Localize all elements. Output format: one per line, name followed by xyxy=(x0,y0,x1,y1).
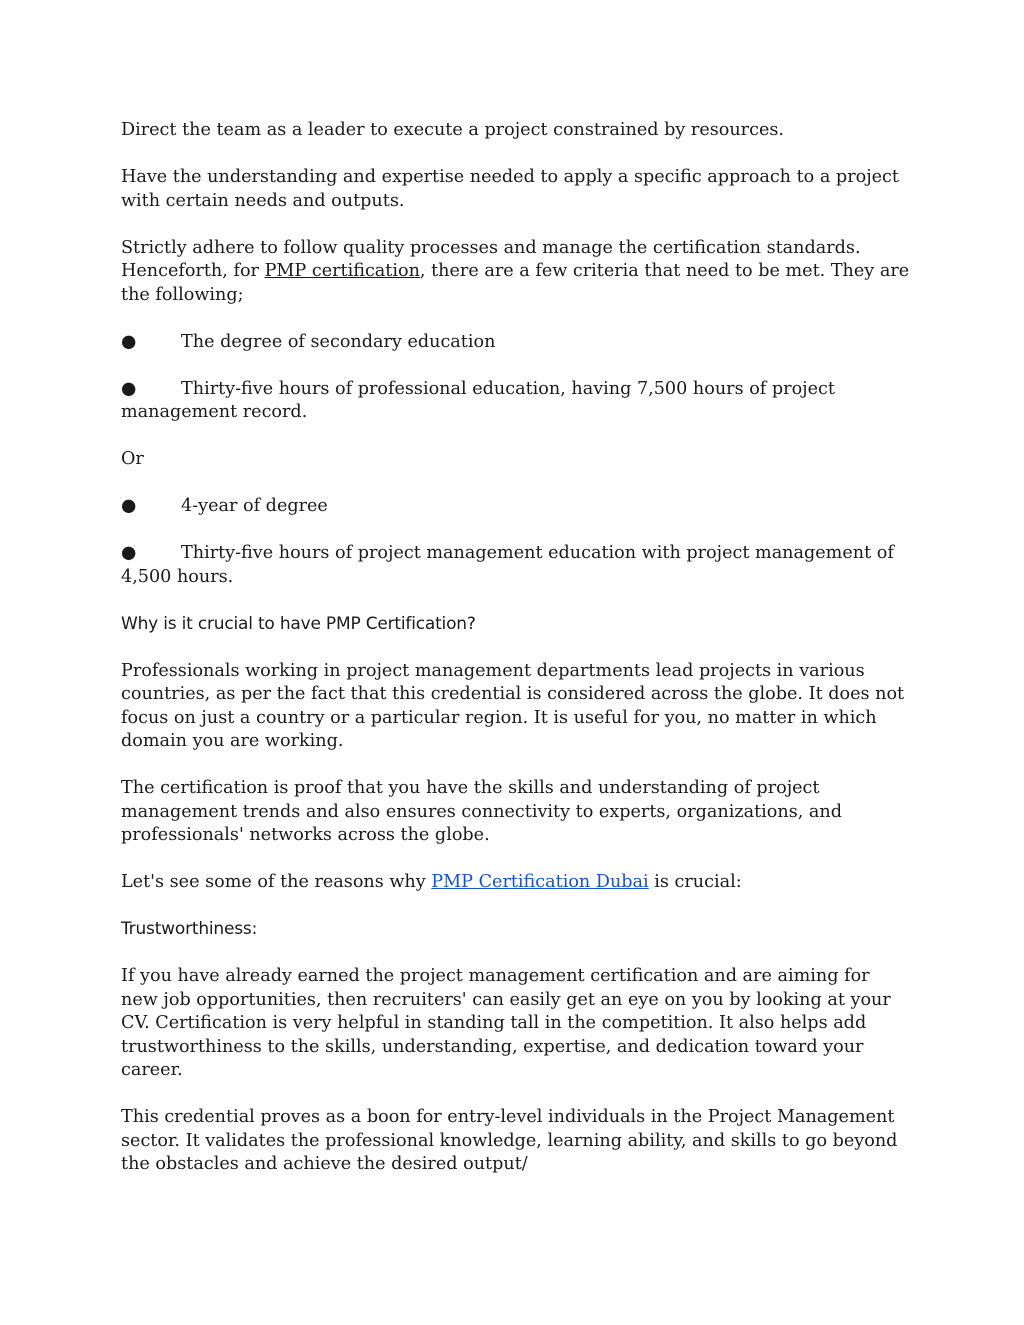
paragraph-job-opportunities: If you have already earned the project management certification and are aiming for new job opportunities, then recruiters' can easily get an eye on you by looking at your CV. Certification is very helpful in standing tall in the competition. It also helps add trustworthiness to the skills, understanding, expertise, and dedication toward your career. xyxy=(121,966,891,1080)
list-item-professional-education xyxy=(121,378,911,425)
paragraph-reasons-text-end: is crucial: xyxy=(648,872,742,892)
bullet-icon: ● xyxy=(121,496,137,516)
paragraph-direct-team: Direct the team as a leader to execute a project constrained by resources. xyxy=(121,120,784,140)
heading-trustworthiness: Trustworthiness: xyxy=(121,919,258,939)
paragraph-reasons-text-start: Let's see some of the reasons why xyxy=(121,872,432,892)
heading-why-crucial: Why is it crucial to have PMP Certification? xyxy=(121,613,476,634)
list-item-pm-education xyxy=(121,542,911,589)
list-item-four-year-degree xyxy=(121,495,911,519)
list-item-text: The degree of secondary education xyxy=(181,331,496,352)
pmp-certification-dubai-link[interactable]: PMP Certification Dubai xyxy=(431,872,649,892)
bullet-icon: ● xyxy=(121,543,137,563)
paragraph-understanding: Have the understanding and expertise needed to apply a specific approach to a project with certain needs and outputs. xyxy=(121,167,899,211)
pmp-certification-link[interactable]: PMP certification xyxy=(264,261,420,281)
paragraph-reasons xyxy=(121,871,911,895)
list-item-text: Thirty-five hours of professional education, having 7,500 hours of project management record. xyxy=(121,378,835,422)
list-item-text: Thirty-five hours of project management education with project management of 4,500 hours. xyxy=(121,543,894,587)
list-item-secondary-education xyxy=(121,331,911,355)
paragraph-quality-text-start: Strictly adhere to follow quality processes and manage the certification standards. Henceforth, for xyxy=(121,237,861,281)
or-separator: Or xyxy=(121,449,144,469)
paragraph-certification-proof: The certification is proof that you have the skills and understanding of project management trends and also ensures connectivity to experts, organizations, and professionals' networks across the globe. xyxy=(121,778,843,845)
paragraph-quality-processes xyxy=(121,237,911,308)
bullet-icon: ● xyxy=(121,331,137,352)
bullet-icon: ● xyxy=(121,378,137,399)
list-item-text: 4-year of degree xyxy=(181,496,328,516)
paragraph-entry-level: This credential proves as a boon for entry-level individuals in the Project Management sector. It validates the professional knowledge, learning ability, and skills to go beyond the obstacles and achieve the desired output/ xyxy=(121,1107,898,1174)
paragraph-professionals: Professionals working in project management departments lead projects in various countries, as per the fact that this credential is considered across the globe. It does not focus on just a country or a particular region. It is useful for you, no matter in which domain you are working. xyxy=(121,660,905,751)
paragraph-quality-text-end: , there are a few criteria that need to be met. They are the following; xyxy=(121,261,910,305)
document-body xyxy=(121,119,911,1200)
